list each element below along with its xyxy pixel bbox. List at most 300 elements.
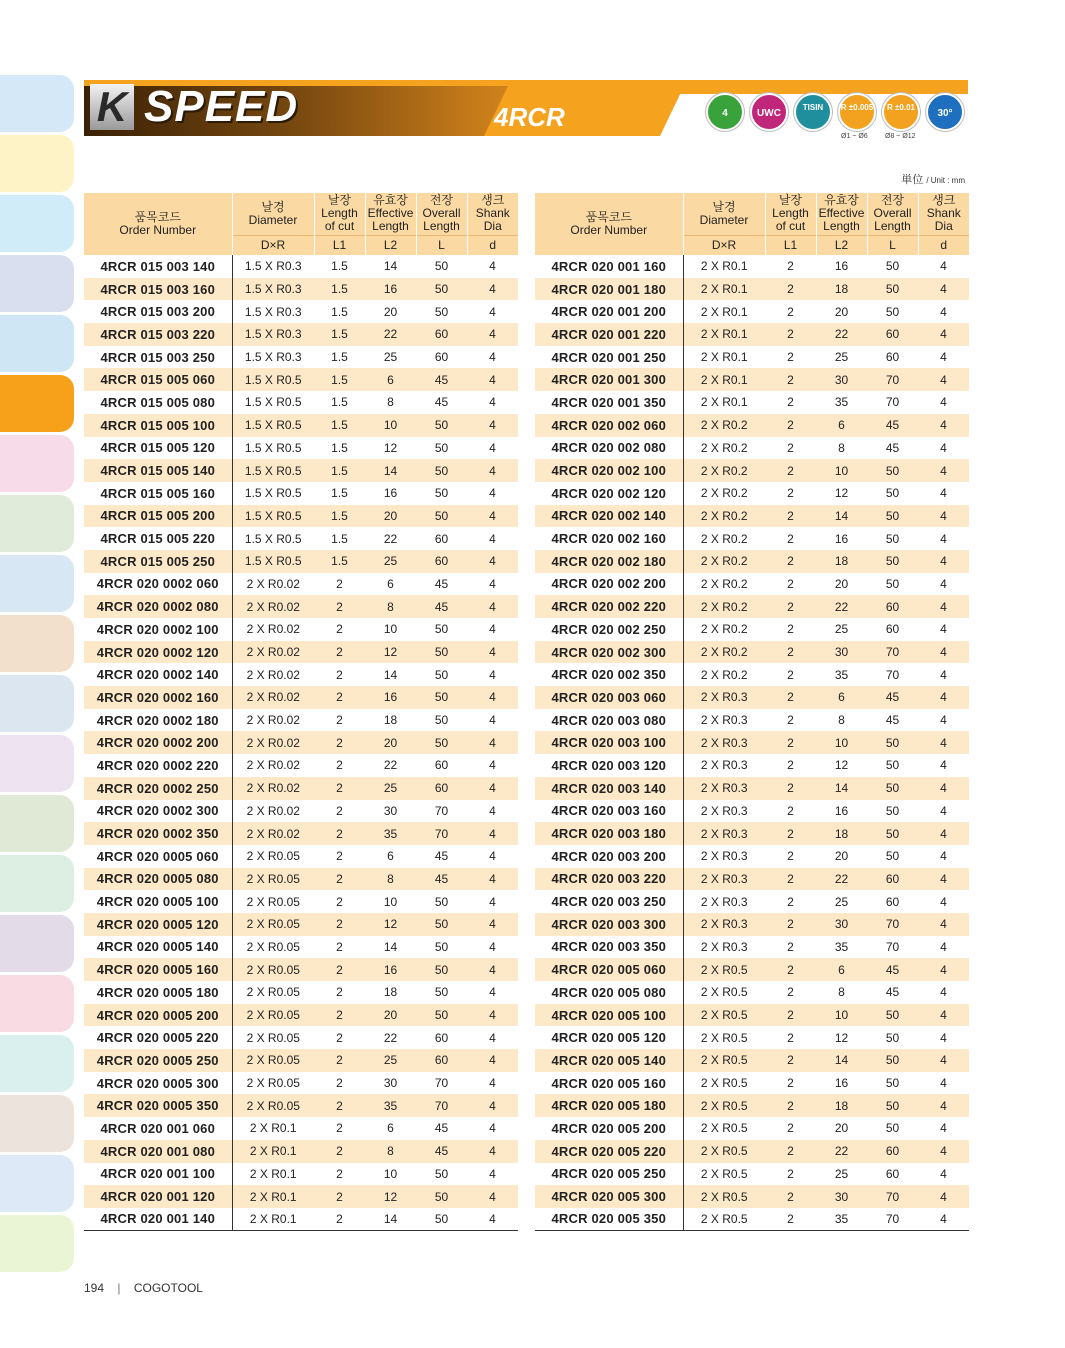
diameter-value: 2 X R0.5 [683, 1026, 765, 1049]
side-tab[interactable] [0, 735, 74, 792]
side-tab[interactable] [0, 495, 74, 552]
order-number: 4RCR 020 005 160 [535, 1072, 683, 1095]
effective-length-value: 16 [365, 958, 416, 981]
overall-length-value: 50 [867, 255, 918, 278]
side-tab[interactable] [0, 1155, 74, 1212]
length-of-cut-value: 2 [314, 618, 365, 641]
diameter-value: 2 X R0.2 [683, 618, 765, 641]
table-row [535, 890, 969, 913]
table-row [535, 1140, 969, 1163]
effective-length-value: 35 [816, 391, 867, 414]
overall-length-value: 70 [867, 1185, 918, 1208]
effective-length-value: 25 [816, 618, 867, 641]
order-number: 4RCR 020 005 140 [535, 1049, 683, 1072]
overall-length-value: 70 [867, 913, 918, 936]
order-number: 4RCR 020 001 080 [84, 1140, 232, 1163]
header-ko: 유효장 [824, 193, 859, 208]
shank-dia-value: 4 [467, 890, 518, 913]
shank-dia-value: 4 [467, 459, 518, 482]
table-row [84, 255, 518, 278]
table-row [535, 1117, 969, 1140]
overall-length-value: 45 [416, 1140, 467, 1163]
effective-length-value: 6 [365, 845, 416, 868]
table-row [535, 709, 969, 732]
overall-length-value: 50 [416, 1185, 467, 1208]
order-number: 4RCR 020 0005 100 [84, 890, 232, 913]
overall-length-value: 70 [867, 1208, 918, 1231]
order-number: 4RCR 020 0005 250 [84, 1049, 232, 1072]
order-number: 4RCR 020 001 250 [535, 346, 683, 369]
effective-length-value: 18 [365, 981, 416, 1004]
diameter-value: 2 X R0.3 [683, 731, 765, 754]
effective-length-value: 12 [816, 1026, 867, 1049]
table-row [84, 346, 518, 369]
table-row [84, 868, 518, 891]
overall-length-value: 50 [867, 1049, 918, 1072]
header-length-cut [765, 193, 816, 235]
overall-length-value: 45 [416, 391, 467, 414]
diameter-value: 2 X R0.05 [232, 845, 314, 868]
table-row [84, 709, 518, 732]
overall-length-value: 45 [867, 709, 918, 732]
side-tab[interactable] [0, 75, 74, 132]
shank-dia-value: 4 [918, 1163, 969, 1186]
diameter-value: 1.5 X R0.5 [232, 437, 314, 460]
effective-length-value: 25 [365, 777, 416, 800]
side-tab[interactable] [0, 555, 74, 612]
overall-length-value: 70 [867, 663, 918, 686]
shank-dia-value: 4 [918, 1049, 969, 1072]
order-number: 4RCR 020 005 100 [535, 1004, 683, 1027]
diameter-value: 2 X R0.02 [232, 709, 314, 732]
side-tab[interactable] [0, 915, 74, 972]
table-row [84, 1004, 518, 1027]
length-of-cut-value: 2 [314, 868, 365, 891]
overall-length-value: 45 [867, 981, 918, 1004]
diameter-value: 2 X R0.05 [232, 1094, 314, 1117]
length-of-cut-value: 2 [314, 1117, 365, 1140]
shank-dia-value: 4 [918, 618, 969, 641]
order-number: 4RCR 020 002 100 [535, 459, 683, 482]
overall-length-value: 50 [416, 482, 467, 505]
shank-dia-value: 4 [918, 890, 969, 913]
length-of-cut-value: 2 [765, 868, 816, 891]
length-of-cut-value: 2 [765, 663, 816, 686]
length-of-cut-value: 2 [314, 1140, 365, 1163]
shank-dia-value: 4 [467, 595, 518, 618]
effective-length-value: 14 [816, 777, 867, 800]
order-number: 4RCR 020 0005 140 [84, 936, 232, 959]
overall-length-value: 50 [867, 482, 918, 505]
side-tab[interactable] [0, 255, 74, 312]
order-number: 4RCR 020 005 300 [535, 1185, 683, 1208]
table-row [84, 936, 518, 959]
length-of-cut-value: 2 [765, 618, 816, 641]
table-row [535, 437, 969, 460]
side-tab[interactable] [0, 375, 74, 432]
table-row [84, 437, 518, 460]
header-en: of cut [324, 219, 355, 234]
overall-length-value: 50 [867, 278, 918, 301]
overall-length-value: 50 [416, 1163, 467, 1186]
page-footer [84, 1281, 203, 1295]
table-row [84, 731, 518, 754]
order-number: 4RCR 020 001 060 [84, 1117, 232, 1140]
table-row [535, 1049, 969, 1072]
overall-length-value: 60 [416, 754, 467, 777]
helix-angle-icon: 30° [926, 93, 964, 131]
effective-length-value: 8 [365, 868, 416, 891]
order-number: 4RCR 020 0002 160 [84, 686, 232, 709]
header-shank [467, 193, 518, 235]
effective-length-value: 14 [365, 1208, 416, 1231]
effective-length-value: 22 [816, 323, 867, 346]
table-row [535, 822, 969, 845]
overall-length-value: 50 [867, 800, 918, 823]
table-row [84, 550, 518, 573]
table-row [84, 1163, 518, 1186]
table-row [535, 913, 969, 936]
length-of-cut-value: 1.5 [314, 323, 365, 346]
length-of-cut-value: 1.5 [314, 527, 365, 550]
order-number: 4RCR 015 005 200 [84, 505, 232, 528]
diameter-value: 1.5 X R0.5 [232, 414, 314, 437]
shank-dia-value: 4 [467, 278, 518, 301]
effective-length-value: 18 [365, 709, 416, 732]
length-of-cut-value: 2 [765, 437, 816, 460]
table-row [535, 686, 969, 709]
side-tab[interactable] [0, 435, 74, 492]
overall-length-value: 70 [416, 822, 467, 845]
shank-dia-value: 4 [467, 527, 518, 550]
effective-length-value: 16 [816, 255, 867, 278]
radius-tolerance-icon: R ±0.01 [882, 93, 920, 131]
effective-length-value: 30 [816, 368, 867, 391]
overall-length-value: 45 [416, 595, 467, 618]
effective-length-value: 12 [365, 1185, 416, 1208]
length-of-cut-value: 2 [314, 1185, 365, 1208]
order-number: 4RCR 020 0002 120 [84, 641, 232, 664]
diameter-value: 2 X R0.2 [683, 459, 765, 482]
shank-dia-value: 4 [467, 1049, 518, 1072]
effective-length-value: 20 [816, 1117, 867, 1140]
shank-dia-value: 4 [918, 1004, 969, 1027]
table-row [535, 255, 969, 278]
length-of-cut-value: 2 [314, 709, 365, 732]
tisin-coating-icon: TISIN [794, 93, 832, 131]
length-of-cut-value: 2 [765, 890, 816, 913]
diameter-value: 2 X R0.2 [683, 663, 765, 686]
brand-title: SPEED [144, 82, 299, 131]
table-row [84, 822, 518, 845]
order-number: 4RCR 020 001 120 [84, 1185, 232, 1208]
diameter-value: 2 X R0.05 [232, 981, 314, 1004]
uwc-icon: UWC [750, 93, 788, 131]
table-row [535, 368, 969, 391]
effective-length-value: 12 [816, 482, 867, 505]
overall-length-value: 60 [416, 550, 467, 573]
length-of-cut-value: 2 [765, 1072, 816, 1095]
shank-dia-value: 4 [918, 595, 969, 618]
table-row [535, 777, 969, 800]
effective-length-value: 12 [816, 754, 867, 777]
length-of-cut-value: 1.5 [314, 300, 365, 323]
order-number: 4RCR 020 0002 220 [84, 754, 232, 777]
overall-length-value: 60 [867, 346, 918, 369]
header-symbol: d [467, 235, 518, 255]
diameter-value: 2 X R0.5 [683, 981, 765, 1004]
side-tab[interactable] [0, 675, 74, 732]
diameter-value: 2 X R0.02 [232, 777, 314, 800]
diameter-value: 2 X R0.3 [683, 709, 765, 732]
table-row [84, 754, 518, 777]
overall-length-value: 60 [867, 1163, 918, 1186]
table-row [535, 1004, 969, 1027]
shank-dia-value: 4 [918, 527, 969, 550]
effective-length-value: 8 [365, 391, 416, 414]
diameter-value: 2 X R0.05 [232, 890, 314, 913]
side-tab[interactable] [0, 1095, 74, 1152]
table-row [84, 1072, 518, 1095]
table-row [84, 958, 518, 981]
shank-dia-value: 4 [467, 1163, 518, 1186]
table-row [535, 754, 969, 777]
overall-length-value: 50 [867, 1026, 918, 1049]
order-number: 4RCR 020 0005 160 [84, 958, 232, 981]
diameter-value: 2 X R0.5 [683, 1117, 765, 1140]
header-symbol: L2 [365, 235, 416, 255]
header-diameter [232, 193, 314, 235]
diameter-value: 2 X R0.02 [232, 595, 314, 618]
shank-dia-value: 4 [467, 368, 518, 391]
shank-dia-value: 4 [467, 686, 518, 709]
length-of-cut-value: 2 [765, 505, 816, 528]
diameter-value: 1.5 X R0.5 [232, 482, 314, 505]
overall-length-value: 60 [416, 1026, 467, 1049]
effective-length-value: 20 [365, 300, 416, 323]
effective-length-value: 14 [816, 505, 867, 528]
effective-length-value: 25 [365, 1049, 416, 1072]
diameter-value: 2 X R0.05 [232, 1026, 314, 1049]
badge-range-label: Ø1 ~ Ø6 [841, 133, 868, 140]
shank-dia-value: 4 [918, 754, 969, 777]
length-of-cut-value: 1.5 [314, 278, 365, 301]
diameter-value: 2 X R0.02 [232, 822, 314, 845]
order-number: 4RCR 020 003 140 [535, 777, 683, 800]
order-number: 4RCR 020 0005 180 [84, 981, 232, 1004]
length-of-cut-value: 1.5 [314, 255, 365, 278]
length-of-cut-value: 2 [314, 777, 365, 800]
effective-length-value: 6 [816, 958, 867, 981]
diameter-value: 2 X R0.02 [232, 731, 314, 754]
overall-length-value: 60 [416, 323, 467, 346]
header-en: Length [321, 206, 358, 221]
order-number: 4RCR 020 0005 120 [84, 913, 232, 936]
length-of-cut-value: 2 [765, 391, 816, 414]
shank-dia-value: 4 [467, 1004, 518, 1027]
diameter-value: 2 X R0.2 [683, 641, 765, 664]
order-number: 4RCR 015 003 200 [84, 300, 232, 323]
table-row [535, 1026, 969, 1049]
order-number: 4RCR 020 002 160 [535, 527, 683, 550]
overall-length-value: 50 [867, 505, 918, 528]
length-of-cut-value: 2 [765, 822, 816, 845]
overall-length-value: 50 [416, 890, 467, 913]
page-number: 194 [84, 1281, 105, 1295]
order-number: 4RCR 020 0002 200 [84, 731, 232, 754]
effective-length-value: 10 [365, 1163, 416, 1186]
header-en: of cut [775, 219, 806, 234]
side-tab[interactable] [0, 315, 74, 372]
shank-dia-value: 4 [467, 1072, 518, 1095]
length-of-cut-value: 2 [765, 255, 816, 278]
order-number: 4RCR 020 001 300 [535, 368, 683, 391]
header-overall [867, 193, 918, 235]
shank-dia-value: 4 [918, 663, 969, 686]
header-en: Length [372, 219, 409, 234]
overall-length-value: 60 [867, 323, 918, 346]
length-of-cut-value: 2 [765, 641, 816, 664]
effective-length-value: 22 [816, 1140, 867, 1163]
shank-dia-value: 4 [467, 777, 518, 800]
header-symbol: L1 [314, 235, 365, 255]
side-tab[interactable] [0, 975, 74, 1032]
shank-dia-value: 4 [918, 573, 969, 596]
diameter-value: 2 X R0.02 [232, 663, 314, 686]
shank-dia-value: 4 [467, 482, 518, 505]
order-number: 4RCR 020 003 120 [535, 754, 683, 777]
order-number: 4RCR 020 003 300 [535, 913, 683, 936]
effective-length-value: 10 [365, 414, 416, 437]
overall-length-value: 50 [416, 459, 467, 482]
effective-length-value: 18 [816, 278, 867, 301]
effective-length-value: 8 [816, 437, 867, 460]
diameter-value: 2 X R0.3 [683, 913, 765, 936]
model-title: 4RCR [494, 102, 565, 132]
order-number: 4RCR 020 002 120 [535, 482, 683, 505]
diameter-value: 2 X R0.1 [683, 255, 765, 278]
shank-dia-value: 4 [467, 845, 518, 868]
overall-length-value: 50 [867, 550, 918, 573]
side-tab[interactable] [0, 855, 74, 912]
header-symbol: D×R [232, 235, 314, 255]
diameter-value: 2 X R0.02 [232, 686, 314, 709]
length-of-cut-value: 2 [765, 1049, 816, 1072]
diameter-value: 2 X R0.2 [683, 550, 765, 573]
effective-length-value: 10 [816, 459, 867, 482]
table-row [84, 482, 518, 505]
length-of-cut-value: 2 [314, 800, 365, 823]
order-number: 4RCR 020 005 200 [535, 1117, 683, 1140]
shank-dia-value: 4 [467, 1094, 518, 1117]
table-row [84, 1049, 518, 1072]
length-of-cut-value: 2 [765, 414, 816, 437]
table-row [84, 1140, 518, 1163]
effective-length-value: 20 [816, 300, 867, 323]
effective-length-value: 6 [365, 1117, 416, 1140]
shank-dia-value: 4 [467, 1208, 518, 1231]
header-ko: 생크 [932, 193, 956, 208]
shank-dia-value: 4 [467, 505, 518, 528]
effective-length-value: 10 [816, 731, 867, 754]
side-tab[interactable] [0, 1035, 74, 1092]
shank-dia-value: 4 [918, 1072, 969, 1095]
order-number: 4RCR 020 002 080 [535, 437, 683, 460]
shank-dia-value: 4 [918, 958, 969, 981]
length-of-cut-value: 2 [765, 1117, 816, 1140]
order-number: 4RCR 020 003 350 [535, 936, 683, 959]
overall-length-value: 50 [867, 731, 918, 754]
table-row [535, 391, 969, 414]
diameter-value: 2 X R0.5 [683, 1049, 765, 1072]
table-row [535, 981, 969, 1004]
side-tab[interactable] [0, 135, 74, 192]
side-tab[interactable] [0, 195, 74, 252]
side-tab[interactable] [0, 615, 74, 672]
length-of-cut-value: 2 [765, 913, 816, 936]
effective-length-value: 25 [365, 550, 416, 573]
order-number: 4RCR 020 0005 300 [84, 1072, 232, 1095]
effective-length-value: 8 [365, 1140, 416, 1163]
shank-dia-value: 4 [467, 391, 518, 414]
effective-length-value: 14 [365, 936, 416, 959]
effective-length-value: 16 [816, 800, 867, 823]
shank-dia-value: 4 [918, 368, 969, 391]
length-of-cut-value: 2 [765, 1163, 816, 1186]
table-row [84, 777, 518, 800]
length-of-cut-value: 2 [765, 459, 816, 482]
shank-dia-value: 4 [467, 868, 518, 891]
effective-length-value: 22 [365, 527, 416, 550]
effective-length-value: 22 [816, 868, 867, 891]
overall-length-value: 50 [416, 278, 467, 301]
header-ko: 유효장 [373, 193, 408, 208]
length-of-cut-value: 2 [765, 300, 816, 323]
shank-dia-value: 4 [918, 1140, 969, 1163]
length-of-cut-value: 1.5 [314, 414, 365, 437]
header-en: Effective [818, 206, 865, 221]
side-tab[interactable] [0, 1215, 74, 1272]
header-en: Diameter [248, 212, 298, 227]
shank-dia-value: 4 [918, 1185, 969, 1208]
length-of-cut-value: 2 [765, 754, 816, 777]
effective-length-value: 25 [816, 346, 867, 369]
header-ko: 날경 [261, 199, 285, 214]
overall-length-value: 70 [416, 1072, 467, 1095]
effective-length-value: 8 [365, 595, 416, 618]
length-of-cut-value: 1.5 [314, 391, 365, 414]
order-number: 4RCR 020 001 140 [84, 1208, 232, 1231]
shank-dia-value: 4 [918, 1094, 969, 1117]
shank-dia-value: 4 [918, 868, 969, 891]
diameter-value: 2 X R0.3 [683, 845, 765, 868]
order-number: 4RCR 020 005 350 [535, 1208, 683, 1231]
effective-length-value: 6 [365, 368, 416, 391]
shank-dia-value: 4 [918, 686, 969, 709]
order-number: 4RCR 020 0002 080 [84, 595, 232, 618]
length-of-cut-value: 2 [314, 1004, 365, 1027]
length-of-cut-value: 2 [765, 595, 816, 618]
effective-length-value: 6 [365, 573, 416, 596]
effective-length-value: 12 [365, 641, 416, 664]
table-row [535, 663, 969, 686]
shank-dia-value: 4 [467, 550, 518, 573]
side-tab[interactable] [0, 795, 74, 852]
effective-length-value: 30 [365, 800, 416, 823]
diameter-value: 2 X R0.3 [683, 800, 765, 823]
length-of-cut-value: 2 [765, 1026, 816, 1049]
unit-label: 単位 / Unit : mm [901, 174, 965, 186]
